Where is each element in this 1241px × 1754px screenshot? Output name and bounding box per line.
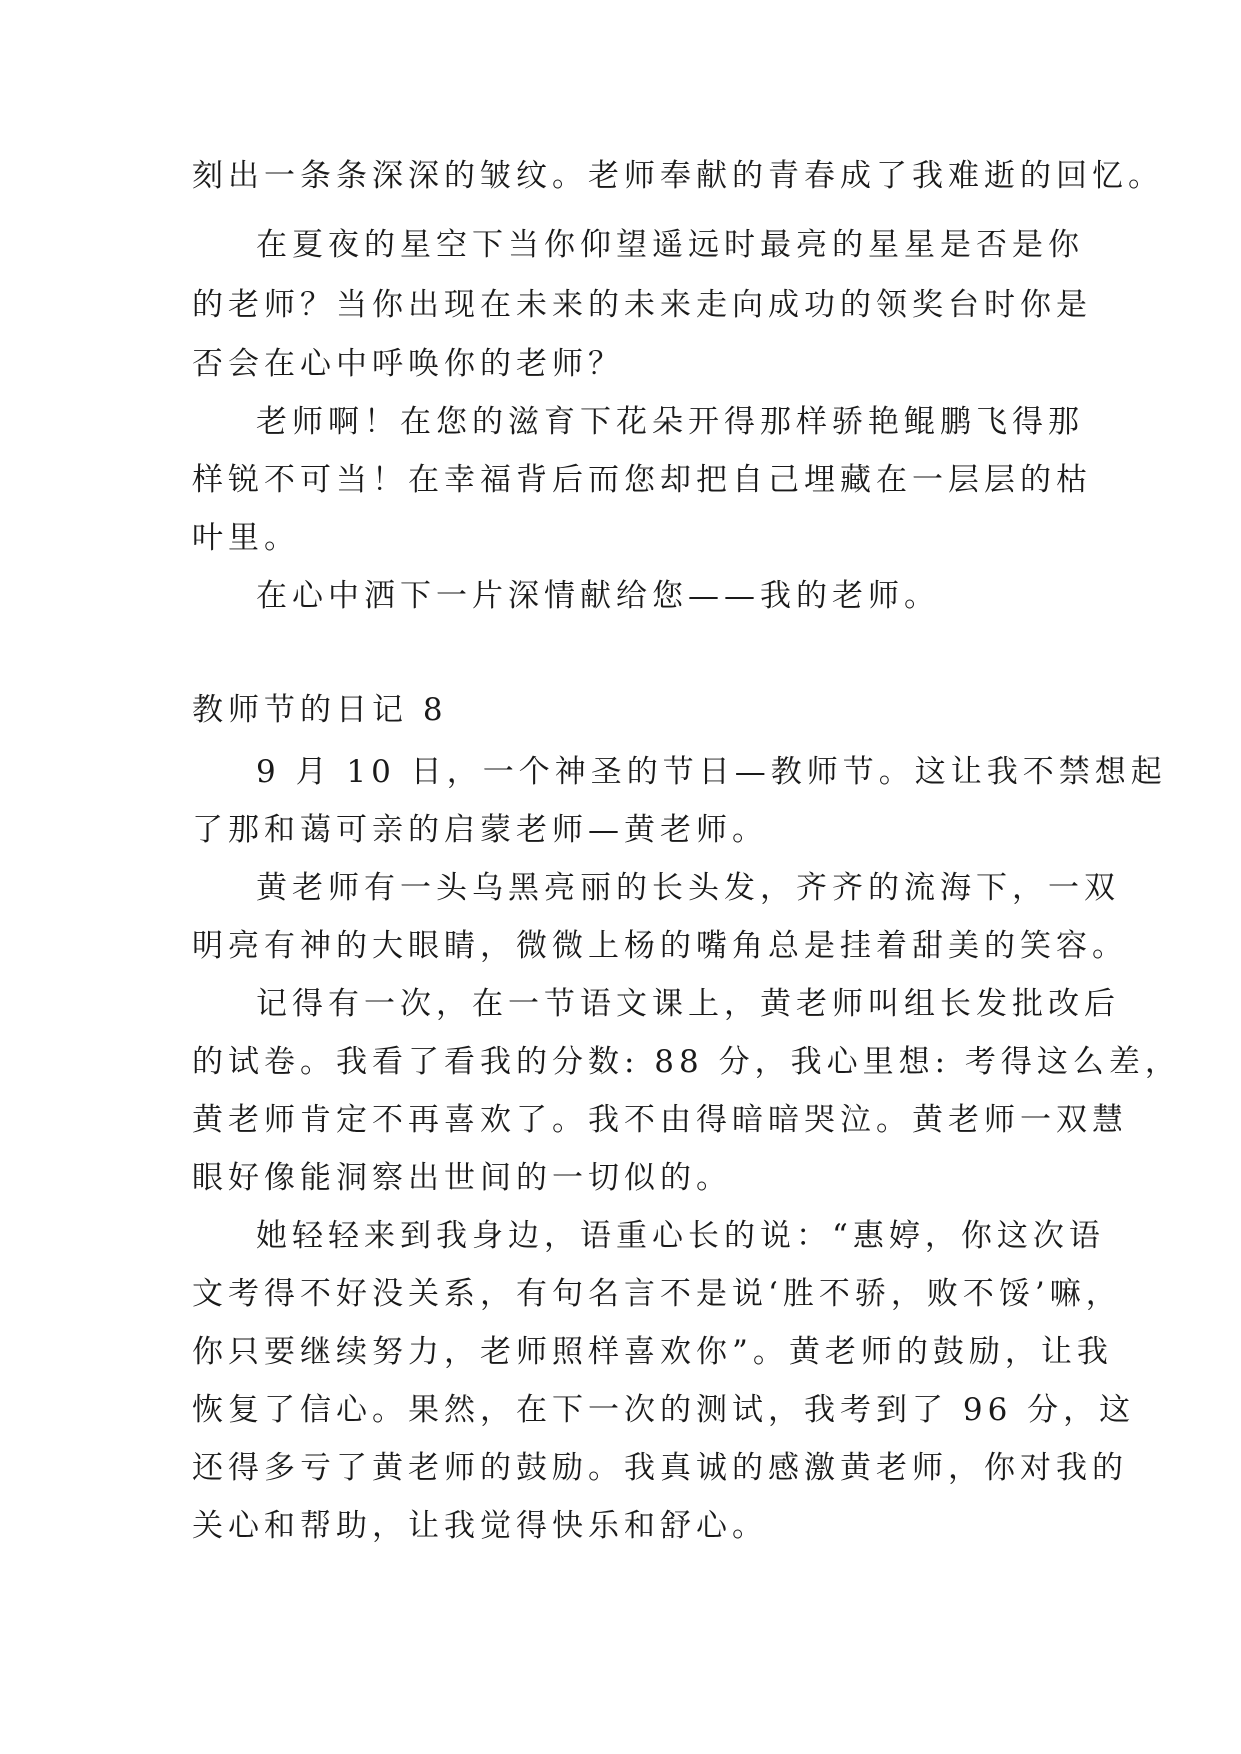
p8-line-5: 还得多亏了黄老师的鼓励。我真诚的感激黄老师，你对我的	[192, 1450, 1128, 1486]
p7-line-2: 的试卷。我看了看我的分数: 88 分，我心里想: 考得这么差，	[192, 1044, 1181, 1080]
p8-line-4: 恢复了信心。果然，在下一次的测试，我考到了 96 分，这	[192, 1392, 1136, 1428]
p8-line-6: 关心和帮助，让我觉得快乐和舒心。	[192, 1508, 768, 1544]
p8-line-2: 文考得不好没关系，有句名言不是说‘胜不骄，败不馁’嘛，	[192, 1276, 1122, 1312]
p3-line-1: 老师啊！在您的滋育下花朵开得那样骄艳鲲鹏飞得那	[256, 404, 1084, 440]
p2-line-2: 的老师？当你出现在未来的未来走向成功的领奖台时你是	[192, 287, 1092, 323]
p5-line-1: 9 月 10 日，一个神圣的节日—教师节。这让我不禁想起	[256, 754, 1167, 790]
p5-line-2: 了那和蔼可亲的启蒙老师—黄老师。	[192, 812, 768, 848]
p2-line-3: 否会在心中呼唤你的老师？	[192, 346, 624, 382]
p6-line-2: 明亮有神的大眼睛，微微上杨的嘴角总是挂着甜美的笑容。	[192, 928, 1128, 964]
p2-line-1: 在夏夜的星空下当你仰望遥远时最亮的星星是否是你	[256, 227, 1084, 263]
p4-line-1: 在心中洒下一片深情献给您——我的老师。	[256, 578, 940, 614]
p3-line-3: 叶里。	[192, 520, 300, 556]
p8-line-3: 你只要继续努力，老师照样喜欢你”。黄老师的鼓励，让我	[192, 1334, 1113, 1370]
section-title: 教师节的日记 8	[192, 692, 448, 728]
p7-line-3: 黄老师肯定不再喜欢了。我不由得暗暗哭泣。黄老师一双慧	[192, 1102, 1128, 1138]
p8-line-1: 她轻轻来到我身边，语重心长的说：“惠婷，你这次语	[256, 1218, 1105, 1254]
p7-line-4: 眼好像能洞察出世间的一切似的。	[192, 1160, 732, 1196]
p7-line-1: 记得有一次，在一节语文课上，黄老师叫组长发批改后	[256, 986, 1120, 1022]
p1-line-1: 刻出一条条深深的皱纹。老师奉献的青春成了我难逝的回忆。	[192, 158, 1164, 194]
p3-line-2: 样锐不可当！在幸福背后而您却把自己埋藏在一层层的枯	[192, 462, 1092, 498]
p6-line-1: 黄老师有一头乌黑亮丽的长头发，齐齐的流海下，一双	[256, 870, 1120, 906]
